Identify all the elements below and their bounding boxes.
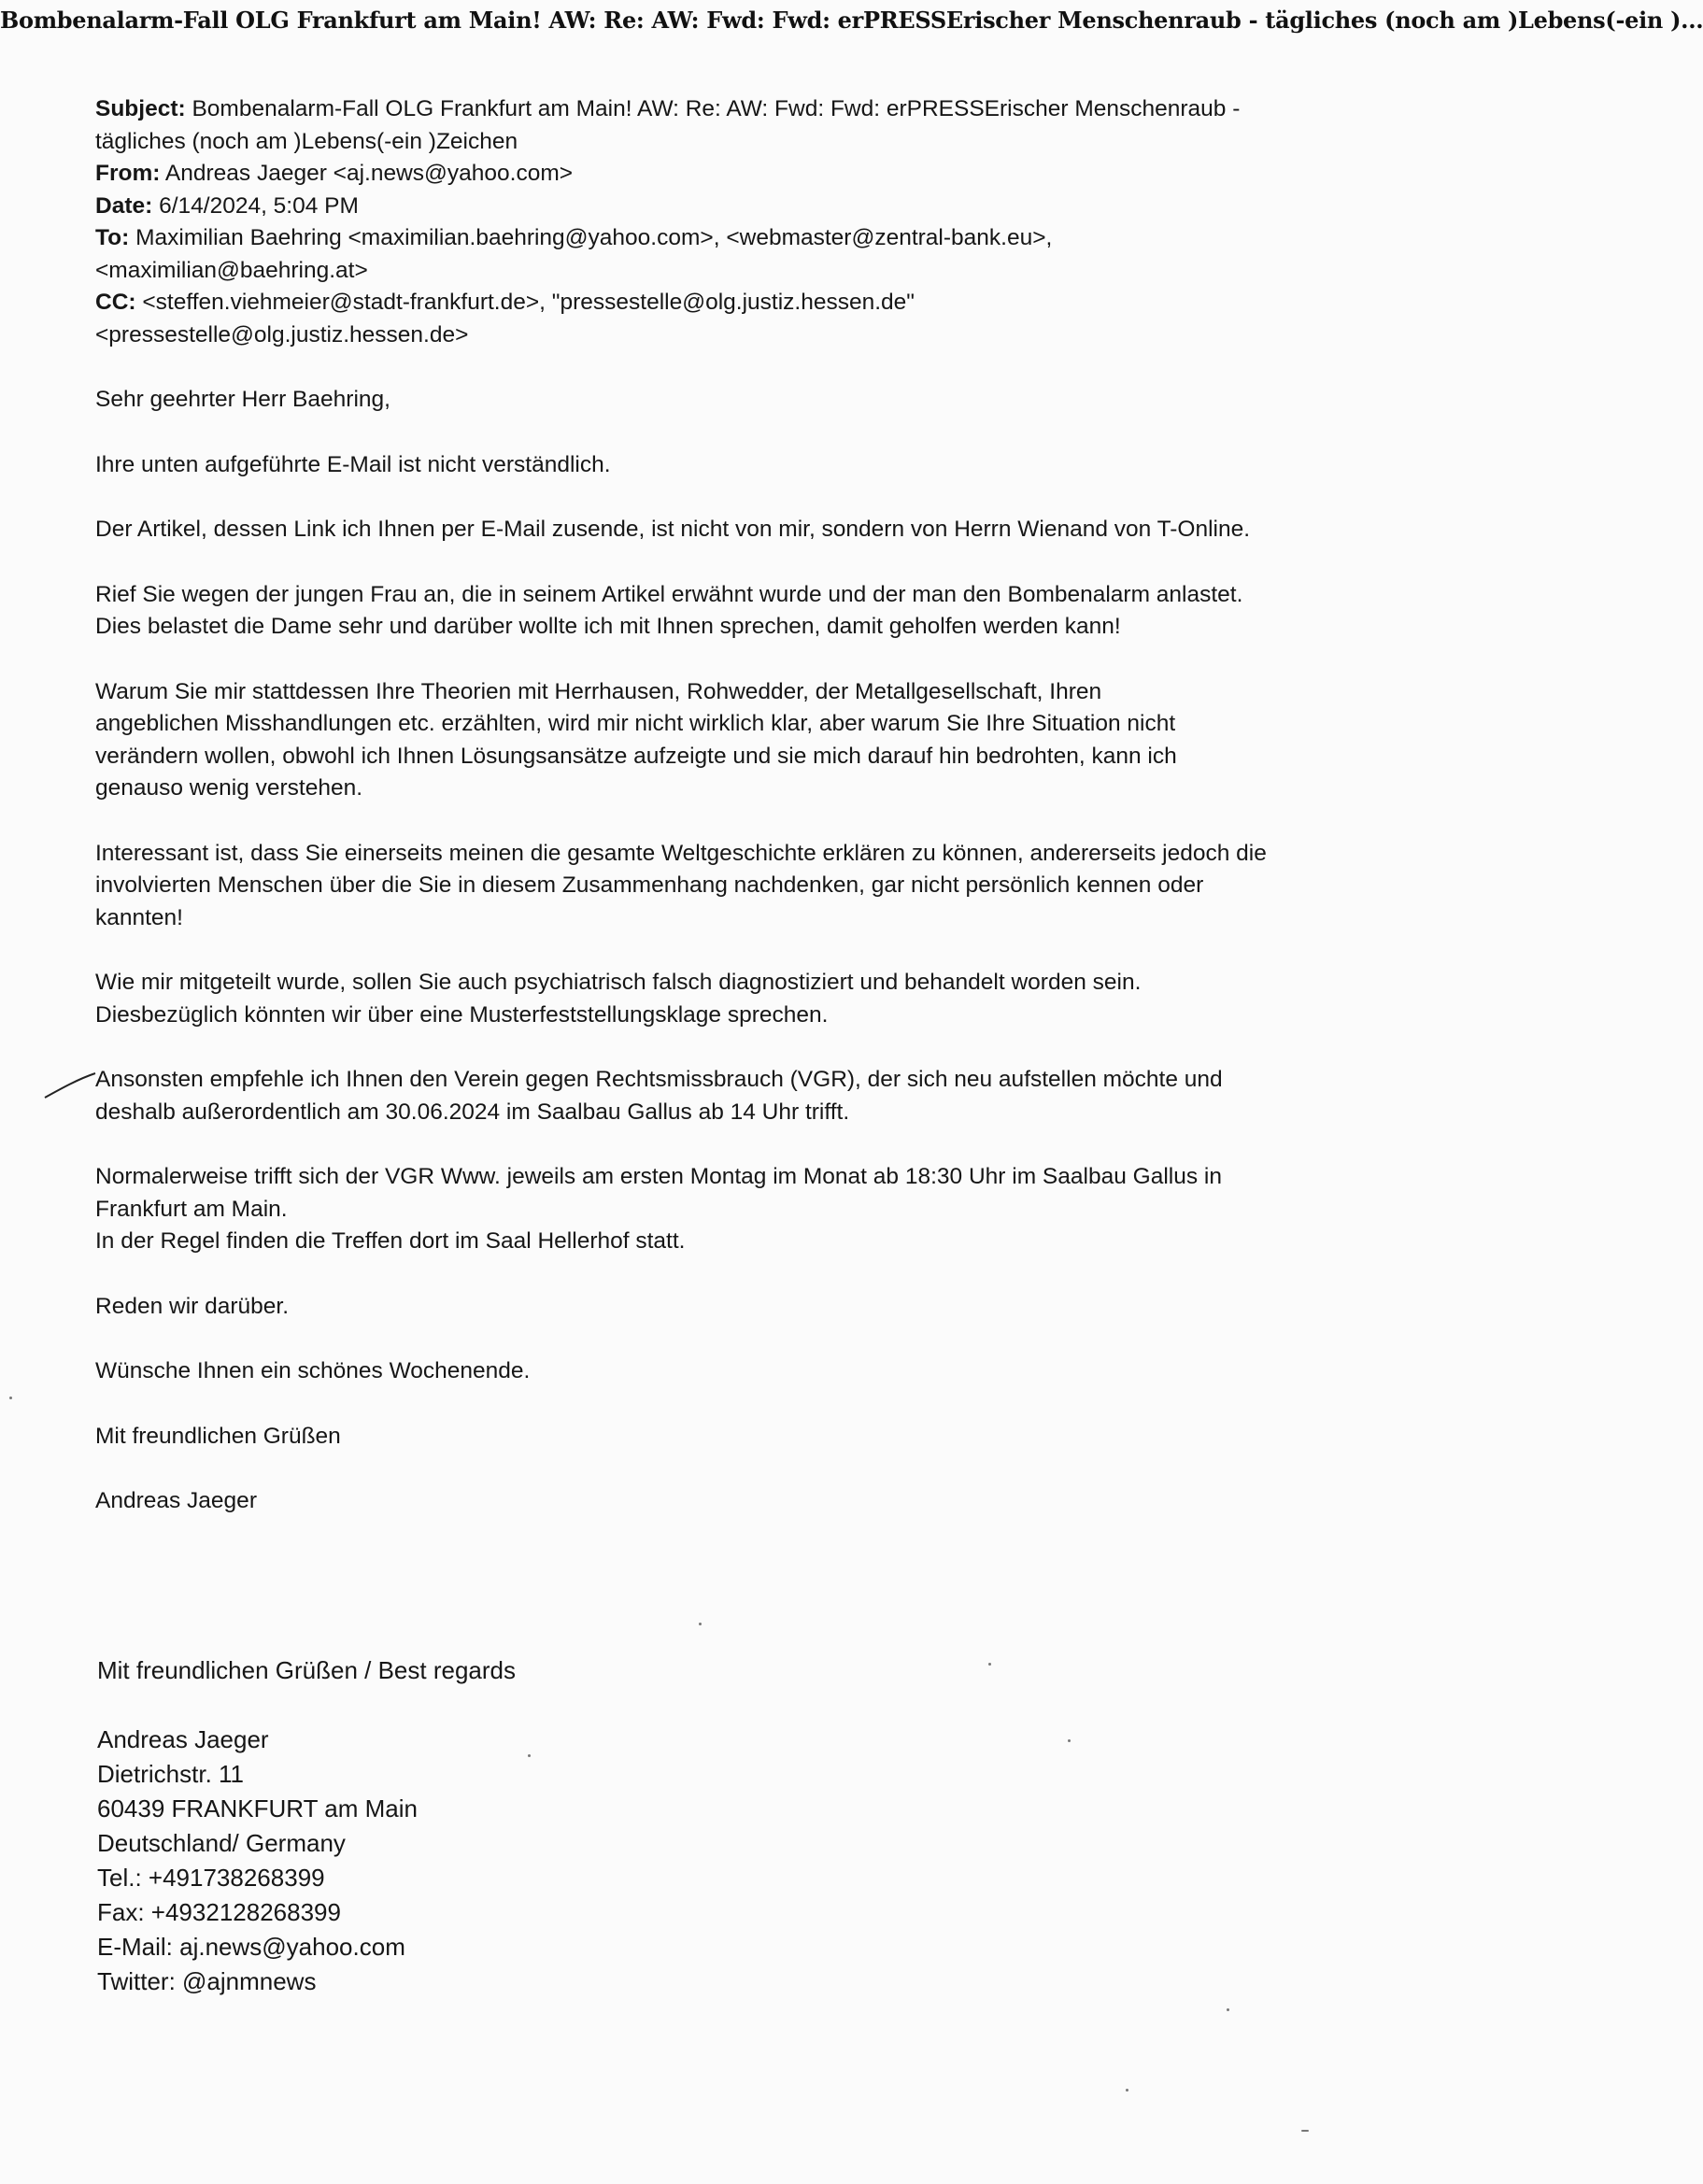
signature-city: 60439 FRANKFURT am Main [97, 1794, 418, 1822]
email-message [95, 93, 1366, 1551]
paragraph-2: Der Artikel, dessen Link ich Ihnen per E-Mail zusende, ist nicht von mir, sondern von Herrn Wienand von T-Online. [95, 517, 1251, 542]
paragraph-1: Ihre unten aufgeführte E-Mail ist nicht verständlich. [95, 451, 611, 477]
page-header-title: Bombenalarm-Fall OLG Frankfurt am Main! AW: Re: AW: Fwd: Fwd: erPRESSErischer Menschenraub - tägliches (noch am )Lebens(-ein )... [0, 7, 1703, 34]
paragraph-5: Interessant ist, dass Sie einerseits meinen die gesamte Weltgeschichte erklären zu können, andererseits jedoch die involvierten Menschen über die Sie in diesem Zusammenhang nachdenken, gar nicht persönlich kennen oder kannten! [95, 840, 1267, 930]
scan-speck [1227, 2008, 1229, 2011]
email-signature [97, 1653, 844, 1995]
to-line [95, 222, 1366, 255]
date-label: Date: [95, 192, 153, 219]
signature-regards: Mit freundlichen Grüßen / Best regards [97, 1656, 516, 1684]
paragraph-7: Ansonsten empfehle ich Ihnen den Verein gegen Rechtsmissbrauch (VGR), der sich neu aufstellen möchte und deshalb außerordentlich am 30.06.2024 im Saalbau Gallus ab 14 Uhr trifft. [95, 1067, 1223, 1125]
scan-speck [699, 1623, 702, 1625]
to-continuation: <maximilian@baehring.at> [95, 257, 368, 283]
scan-speck [1301, 2130, 1309, 2132]
paragraph-9: Reden wir darüber. [95, 1293, 290, 1319]
from-value: Andreas Jaeger <aj.news@yahoo.com> [164, 161, 574, 186]
scan-speck [1126, 2089, 1128, 2092]
paragraph-4: Warum Sie mir stattdessen Ihre Theorien mit Herrhausen, Rohwedder, der Metallgesellschaft, Ihren angeblichen Misshandlungen etc. erzählten, wird mir nicht wirklich klar, aber warum Sie Ihre Situation nicht verändern wollen, obwohl ich Ihnen Lösungsansätze aufzeigte und sie mich darauf hin bedrohten, kann ich genauso wenig verstehen. [95, 678, 1177, 801]
pen-mark-icon [43, 1070, 99, 1107]
greeting: Sehr geehrter Herr Baehring, [95, 387, 390, 412]
subject-value: Bombenalarm-Fall OLG Frankfurt am Main! AW: Re: AW: Fwd: Fwd: erPRESSErischer Menschenraub - [192, 96, 1241, 121]
scan-speck [988, 1663, 991, 1666]
cc-continuation: <pressestelle@olg.justiz.hessen.de> [95, 321, 469, 347]
date-line [95, 191, 1366, 223]
paragraph-3: Rief Sie wegen der jungen Frau an, die in seinem Artikel erwähnt wurde und der man den Bombenalarm anlastet. Dies belastet die Dame sehr und darüber wollte ich mit Ihnen sprechen, damit geholfen werden kann! [95, 581, 1243, 639]
scan-speck [9, 1397, 12, 1399]
signature-fax: Fax: +4932128268399 [97, 1898, 341, 1926]
paragraph-8: Normalerweise trifft sich der VGR Www. jeweils am ersten Montag im Monat ab 18:30 Uhr im Saalbau Gallus in Frankfurt am Main. In der Regel finden die Treffen dort im Saal Hellerhof statt. [95, 1164, 1222, 1254]
signature-email: E-Mail: aj.news@yahoo.com [97, 1933, 405, 1961]
signature-country: Deutschland/ Germany [97, 1829, 346, 1857]
scan-speck [1068, 1739, 1071, 1742]
cc-value: <steffen.viehmeier@stadt-frankfurt.de>, "pressestelle@olg.justiz.hessen.de" [142, 290, 915, 315]
paragraph-6: Wie mir mitgeteilt wurde, sollen Sie auch psychiatrisch falsch diagnostiziert und behandelt worden sein. Diesbezüglich könnten wir über eine Musterfeststellungsklage sprechen. [95, 970, 1142, 1028]
signature-street: Dietrichstr. 11 [97, 1760, 245, 1788]
date-value: 6/14/2024, 5:04 PM [159, 192, 359, 219]
paragraph-10: Wünsche Ihnen ein schönes Wochenende. [95, 1358, 531, 1383]
signature-name: Andreas Jaeger [97, 1725, 269, 1753]
closing: Mit freundlichen Grüßen [95, 1423, 341, 1449]
sender-name: Andreas Jaeger [95, 1488, 257, 1513]
subject-line [95, 93, 1366, 126]
signature-twitter-cut: Twitter: @ajnmnews [97, 1967, 317, 1995]
email-headers [95, 93, 1366, 351]
cc-line [95, 287, 1366, 319]
signature-tel: Tel.: +491738268399 [97, 1864, 325, 1892]
from-label: From: [95, 161, 161, 186]
subject-label: Subject: [95, 96, 186, 121]
to-label: To: [95, 225, 130, 250]
scan-speck [528, 1754, 531, 1757]
from-line [95, 158, 1366, 191]
cc-label: CC: [95, 290, 136, 315]
to-value: Maximilian Baehring <maximilian.baehring@yahoo.com>, <webmaster@zentral-bank.eu>, [135, 225, 1053, 250]
subject-continuation: tägliches (noch am )Lebens(-ein )Zeichen [95, 128, 518, 154]
